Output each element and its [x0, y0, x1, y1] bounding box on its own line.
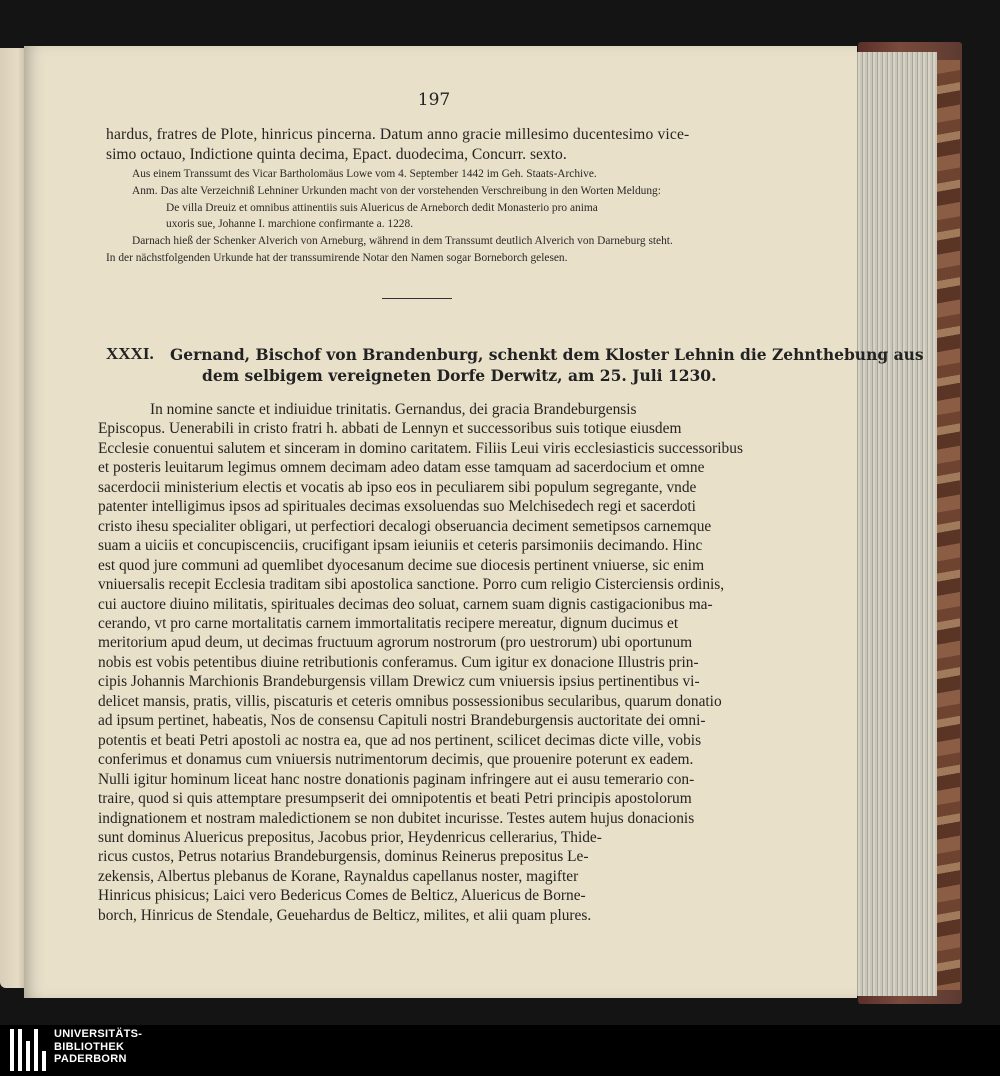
quoted-note: uxoris sue, Johanne I. marchione confirmante a. 1228.	[166, 218, 414, 230]
text-line: vniuersalis recepit Ecclesia traditam sibi apostolica sanctione. Porro cum religio Cisterciensis ordinis,	[98, 576, 725, 594]
text-line: traire, quod si quis attemptare presumpserit dei omnipotentis et beati Petri principis apostolorum	[98, 790, 692, 808]
text-line: suam a uiciis et concupiscenciis, crucifigant ipsam ieiuniis et ceteris parsimoniis decimando. Hinc	[98, 537, 703, 555]
text-line: Hinricus phisicus; Laici vero Bedericus Comes de Belticz, Aluericus de Borne-	[98, 887, 586, 905]
document-heading: dem selbigem vereigneten Dorfe Derwitz, am 25. Juli 1230.	[202, 366, 717, 385]
page-edges	[855, 52, 937, 996]
book-page	[24, 46, 924, 998]
text-line: sunt dominus Aluericus prepositus, Jacobus prior, Heydenricus cellerarius, Thide-	[98, 828, 602, 846]
section-divider	[382, 298, 452, 299]
source-note: Aus einem Transsumt des Vicar Bartholomäus Lowe vom 4. September 1442 im Geh. Staats-Archive.	[132, 168, 597, 180]
remark-note: In der nächstfolgenden Urkunde hat der transsumirende Notar den Namen sogar Borneborch gelesen.	[106, 252, 568, 264]
text-line: simo octauo, Indictione quinta decima, Epact. duodecima, Concurr. sexto.	[106, 146, 567, 163]
text-line: cerando, vt pro carne mortalitatis carnem immortalitatis recipere mereatur, dignum ducimus et	[98, 614, 679, 632]
text-line: Episcopus. Uenerabili in cristo fratri h. abbati de Lennyn et successoribus suis totique eiusdem	[98, 420, 682, 438]
text-line: nobis est vobis petentibus diuine retributionis conferamus. Cum igitur ex donacione Illustris prin-	[98, 653, 699, 671]
text-line: et posteris leuitarum legimus omnem decimam adeo datam esse tamquam ad sacerdocium et omne	[98, 459, 705, 477]
remark-note: Anm. Das alte Verzeichniß Lehniner Urkunden macht von der vorstehenden Verschreibung in den Worten Meldung:	[132, 185, 661, 197]
text-line: zekensis, Albertus plebanus de Korane, Raynaldus capellanus noster, magifter	[98, 867, 579, 885]
text-line: potentis et beati Petri apostoli ac nostra ea, que ad nos pertinent, scilicet decimas dicte ville, vobis	[98, 731, 702, 749]
text-line: ricus custos, Petrus notarius Brandeburgensis, dominus Reinerus prepositus Le-	[98, 848, 589, 866]
page-number: 197	[417, 90, 451, 110]
text-line: cipis Johannis Marchionis Brandeburgensis villam Drewicz cum vniuersis ipsius pertinentibus vi-	[98, 673, 700, 691]
text-line: Nulli igitur hominum liceat hanc nostre donationis paginam infringere aut ei ausu temerario con-	[98, 770, 695, 788]
text-line: est quod jure communi ad quemlibet dyocesanum decime sue diocesis pertinent vniuerse, sic enim	[98, 556, 705, 574]
text-line: indignationem et nostram maledictionem se non dubitet incurisse. Testes autem hujus donacionis	[98, 809, 695, 827]
text-line: delicet mansis, pratis, villis, piscaturis et ceteris omnibus possessionibus secularibus, quarum donatio	[98, 692, 722, 710]
text-line: ad ipsum pertinet, habeatis, Nos de consensu Capituli nostri Brandeburgensis auctoritate dei omni-	[98, 712, 706, 730]
text-line: cui auctore diuino militatis, spirituales decimas deo soluat, carnem suam dignis castigacionibus ma-	[98, 595, 713, 613]
text-line: patenter intelligimus ipsos ad spirituales decimas exsoluendas suo Melchisedech regi et sacerdoti	[98, 498, 696, 516]
marbled-cover-edge	[936, 60, 960, 990]
remark-note: Darnach hieß der Schenker Alverich von Arneburg, während in dem Transsumt deutlich Alverich von Darneburg steht.	[132, 235, 673, 247]
text-line: In nomine sancte et indiuidue trinitatis. Gernandus, dei gracia Brandeburgensis	[150, 401, 637, 418]
text-line: meritorium apud deum, ut decimas fructuum agrorum nostrorum (pro uestrorum) ubi oportunum	[98, 634, 693, 652]
quoted-note: De villa Dreuiz et omnibus attinentiis suis Aluericus de Arneborch dedit Monasterio pro anima	[166, 202, 598, 214]
charter-text	[98, 400, 758, 925]
text-line: conferimus et donamus cum vniuersis nutrimentorum decimis, que prouenire poterunt ex eadem.	[98, 751, 694, 769]
library-logo-text: UNIVERSITÄTS- BIBLIOTHEK PADERBORN	[54, 1028, 143, 1065]
library-logo-icon	[10, 1029, 46, 1071]
text-line: borch, Hinricus de Stendale, Geuehardus de Belticz, milites, et alii quam plures.	[98, 906, 592, 924]
document-number: XXXI.	[106, 344, 154, 363]
text-line: hardus, fratres de Plote, hinricus pincerna. Datum anno gracie millesimo ducentesimo vice-	[106, 126, 690, 143]
text-line: cristo ihesu specialiter obligari, ut perfectiori decalogi obseruancia deciment semetipsos carnemque	[98, 517, 712, 535]
library-footer	[0, 1025, 1000, 1076]
document-heading: Gernand, Bischof von Brandenburg, schenkt dem Kloster Lehnin die Zehnthebung aus	[170, 345, 924, 364]
text-line: Ecclesie conuentui salutem et sinceram in domino caritatem. Filiis Leui viris ecclesiasticis successoribus	[98, 439, 743, 457]
text-line: sacerdocii ministerium electis et vocatis ab ipso eos in peculiarem sibi populum segregante, vnde	[98, 478, 697, 496]
